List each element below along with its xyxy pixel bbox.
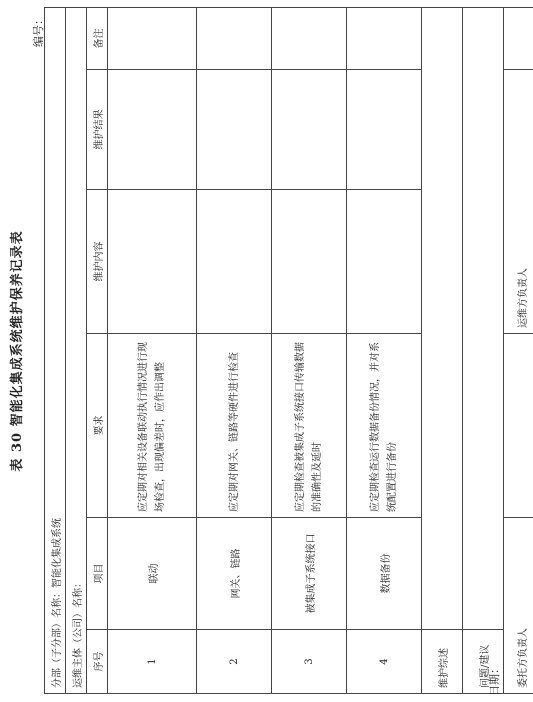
row-content-cell[interactable] xyxy=(108,190,197,334)
col-header-requirement: 要求 xyxy=(87,334,108,518)
row-content-cell[interactable] xyxy=(272,190,347,334)
row-result-cell[interactable] xyxy=(347,70,422,190)
row-content-cell[interactable] xyxy=(197,190,272,334)
row-remark-cell[interactable] xyxy=(272,7,347,69)
summary-field[interactable] xyxy=(422,7,463,629)
issues-field[interactable] xyxy=(463,7,504,629)
row-result-cell[interactable] xyxy=(197,70,272,190)
division-name: 分部（子分部）名称：智能化集成系统 xyxy=(45,7,66,693)
row-item: 数据备份 xyxy=(347,518,422,630)
row-remark-cell[interactable] xyxy=(197,7,272,69)
row-requirement: 应定期对相关设备联动执行情况进行现场检查，出现偏差时，应作出调整 xyxy=(108,334,197,518)
operator-signature-field[interactable] xyxy=(504,7,533,69)
table-row xyxy=(347,7,422,693)
row-requirement: 应定期检查被集成子系统接口传输数据的准确性及延时 xyxy=(272,334,347,518)
row-item: 网关、链路 xyxy=(197,518,272,630)
row-requirement: 应定期检查运行数据备份情况，并对系统配置进行备份 xyxy=(347,334,422,518)
col-header-remark: 备注 xyxy=(87,7,108,69)
row-item: 被集成子系统接口 xyxy=(272,518,347,630)
table-row xyxy=(197,7,272,693)
col-header-result: 维护结果 xyxy=(87,70,108,190)
row-remark-cell[interactable] xyxy=(108,7,197,69)
row-requirement: 应定期对网关、链路等硬件进行检查 xyxy=(197,334,272,518)
table-row xyxy=(108,7,197,693)
row-seq: 3 xyxy=(272,630,347,694)
row-remark-cell[interactable] xyxy=(347,7,422,69)
summary-label: 维护综述 xyxy=(422,630,463,694)
row-result-cell[interactable] xyxy=(108,70,197,190)
row-seq: 1 xyxy=(108,630,197,694)
table-row xyxy=(272,7,347,693)
col-header-content: 维护内容 xyxy=(87,190,108,334)
issues-label: 问题/建议 xyxy=(463,630,504,694)
row-seq: 2 xyxy=(197,630,272,694)
serial-number-label: 编号： xyxy=(32,14,45,47)
company-name: 运维主体（公司）名称： xyxy=(66,7,87,693)
row-item: 联动 xyxy=(108,518,197,630)
date-label: 日期： xyxy=(488,663,501,696)
client-signature-label: 委托方负责人 xyxy=(504,518,533,694)
operator-signature-label: 运维方负责人 xyxy=(504,70,533,334)
form-title: 表 30 智能化集成系统维护保养记录表 xyxy=(10,230,25,472)
row-result-cell[interactable] xyxy=(272,70,347,190)
row-seq: 4 xyxy=(347,630,422,694)
col-header-seq: 序号 xyxy=(87,630,108,694)
client-signature-field[interactable] xyxy=(504,334,533,518)
col-header-item: 项目 xyxy=(87,518,108,630)
row-content-cell[interactable] xyxy=(347,190,422,334)
maintenance-record-table xyxy=(44,7,533,694)
